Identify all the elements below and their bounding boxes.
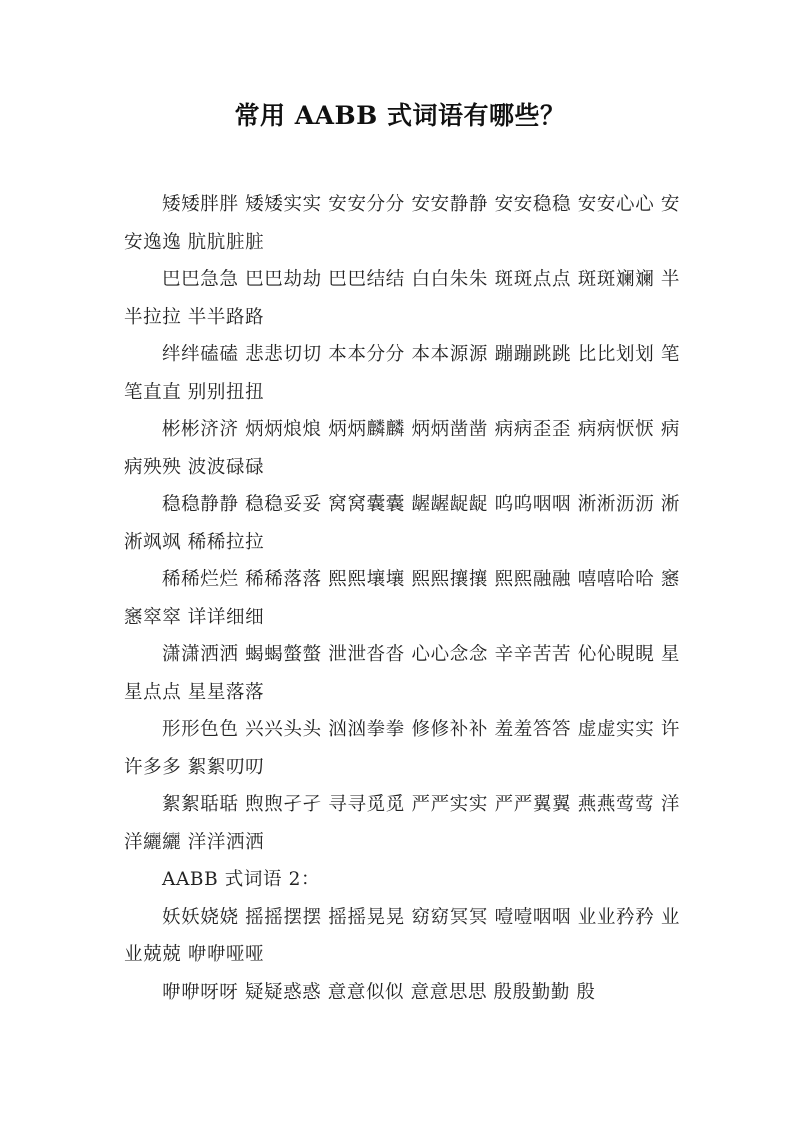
paragraph-1: 矮矮胖胖 矮矮实实 安安分分 安安静静 安安稳稳 安安心心 安安逸逸 肮肮脏脏 (124, 194, 680, 253)
section-heading: AABB 式词语 2： (162, 869, 321, 890)
paragraph-8: 形形色色 兴兴头头 汹汹拳拳 修修补补 羞羞答答 虚虚实实 许许多多 絮絮叨叨 (124, 719, 680, 778)
paragraph-6: 稀稀烂烂 稀稀落落 熙熙壤壤 熙熙攘攘 熙熙融融 嘻嘻哈哈 窸窸窣窣 详详细细 (124, 569, 680, 628)
document-body (124, 186, 680, 1011)
paragraph-5: 稳稳静静 稳稳妥妥 窝窝囊囊 龌龌龊龊 呜呜咽咽 淅淅沥沥 淅淅飒飒 稀稀拉拉 (124, 494, 680, 553)
page-title: 常用 AABB 式词语有哪些？ (234, 101, 566, 130)
paragraph-3: 绊绊磕磕 悲悲切切 本本分分 本本源源 蹦蹦跳跳 比比划划 笔笔直直 别别扭扭 (124, 344, 680, 403)
paragraph-7: 潇潇洒洒 蝎蝎螫螫 泄泄沓沓 心心念念 辛辛苦苦 伈伈睍睍 星星点点 星星落落 (124, 644, 680, 703)
paragraph-9: 絮絮聒聒 煦煦孑孑 寻寻觅觅 严严实实 严严翼翼 燕燕莺莺 洋洋纚纚 洋洋洒洒 (124, 794, 680, 853)
paragraph-4: 彬彬济济 炳炳烺烺 炳炳麟麟 炳炳凿凿 病病歪歪 病病恹恹 病病殃殃 波波碌碌 (124, 419, 680, 478)
paragraph-10: 妖妖娆娆 摇摇摆摆 摇摇晃晃 窈窈冥冥 噎噎咽咽 业业矜矜 业业兢兢 咿咿哑哑 (124, 906, 680, 965)
paragraph-11: 咿咿呀呀 疑疑惑惑 意意似似 意意思思 殷殷勤勤 殷 (162, 981, 596, 1003)
paragraph-2: 巴巴急急 巴巴劫劫 巴巴结结 白白朱朱 斑斑点点 斑斑斓斓 半半拉拉 半半路路 (124, 269, 680, 328)
